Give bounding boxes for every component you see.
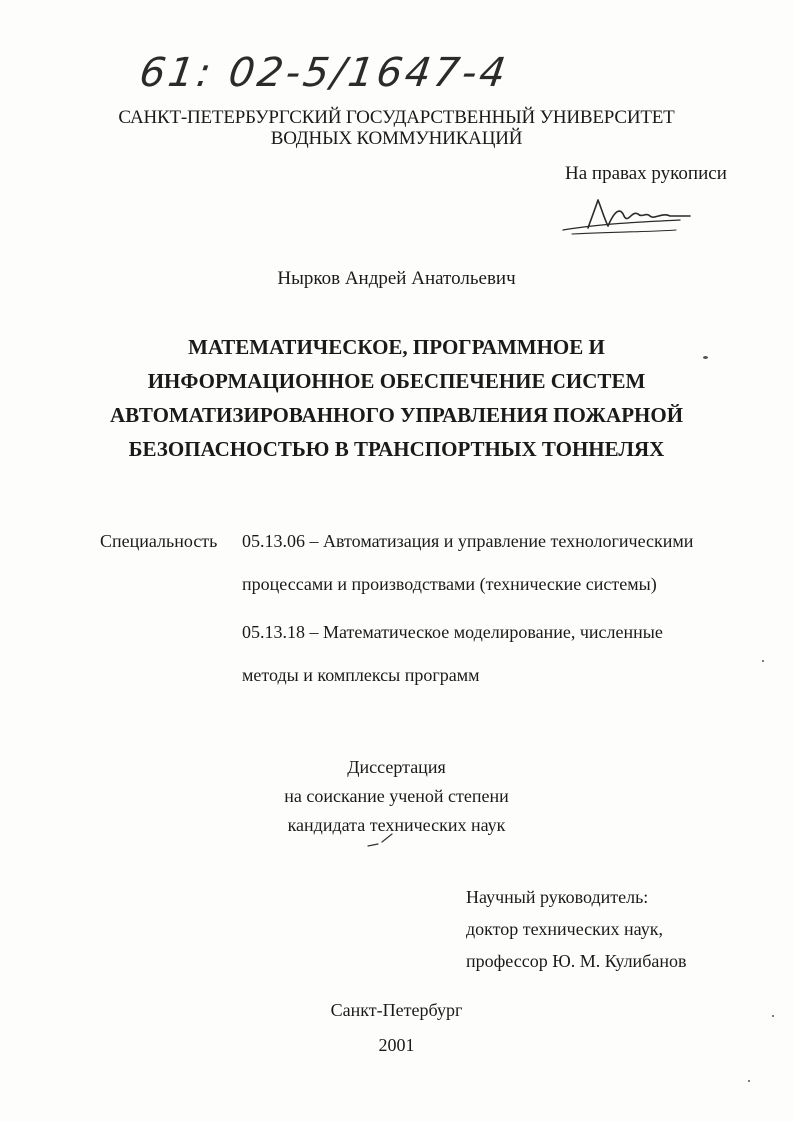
supervisor-line-2: доктор технических наук, xyxy=(466,919,663,939)
degree-line-3: кандидата технических наук xyxy=(287,815,506,835)
specialty-line-1: 05.13.06 – Автоматизация и управление технологическими xyxy=(242,531,694,551)
supervisor-line-1: Научный руководитель: xyxy=(466,887,649,907)
supervisor-line-3: профессор Ю. М. Кулибанов xyxy=(466,951,687,971)
scan-speck xyxy=(772,1015,774,1017)
signature-icon xyxy=(558,192,698,242)
scan-speck xyxy=(762,660,764,662)
degree-statement xyxy=(0,753,793,840)
title-line-2: ИНФОРМАЦИОННОЕ ОБЕСПЕЧЕНИЕ СИСТЕМ xyxy=(147,369,646,393)
city: Санкт-Петербург xyxy=(330,1000,463,1020)
year: 2001 xyxy=(378,1035,415,1055)
specialty-line-3: 05.13.18 – Математическое моделирование, численные xyxy=(242,622,663,642)
scan-speck xyxy=(748,1080,750,1082)
university-line-2: ВОДНЫХ КОММУНИКАЦИЙ xyxy=(270,128,523,149)
pen-mark-icon xyxy=(366,832,396,852)
title-line-3: АВТОМАТИЗИРОВАННОГО УПРАВЛЕНИЯ ПОЖАРНОЙ xyxy=(109,403,684,427)
specialty-line-4: методы и комплексы программ xyxy=(242,665,480,685)
university-name xyxy=(0,107,793,149)
university-line-1: САНКТ-ПЕТЕРБУРГСКИЙ ГОСУДАРСТВЕННЫЙ УНИВЕРСИТЕТ xyxy=(118,107,675,128)
title-line-1: МАТЕМАТИЧЕСКОЕ, ПРОГРАММНОЕ И xyxy=(188,335,605,359)
supervisor-block xyxy=(466,881,686,977)
specialty-label: Специальность xyxy=(100,531,218,551)
handwritten-archive-code: 61: 02-5/1647-4 xyxy=(136,50,512,96)
scan-speck xyxy=(703,356,708,359)
degree-line-1: Диссертация xyxy=(347,757,446,777)
dissertation-title xyxy=(0,330,793,466)
title-line-4: БЕЗОПАСНОСТЬЮ В ТРАНСПОРТНЫХ ТОННЕЛЯХ xyxy=(128,437,665,461)
author-name: Нырков Андрей Анатольевич xyxy=(277,268,516,289)
rights-note: На правах рукописи xyxy=(565,163,727,184)
specialty-line-2: процессами и производствами (технические системы) xyxy=(242,574,657,594)
degree-line-2: на соискание ученой степени xyxy=(284,786,509,806)
